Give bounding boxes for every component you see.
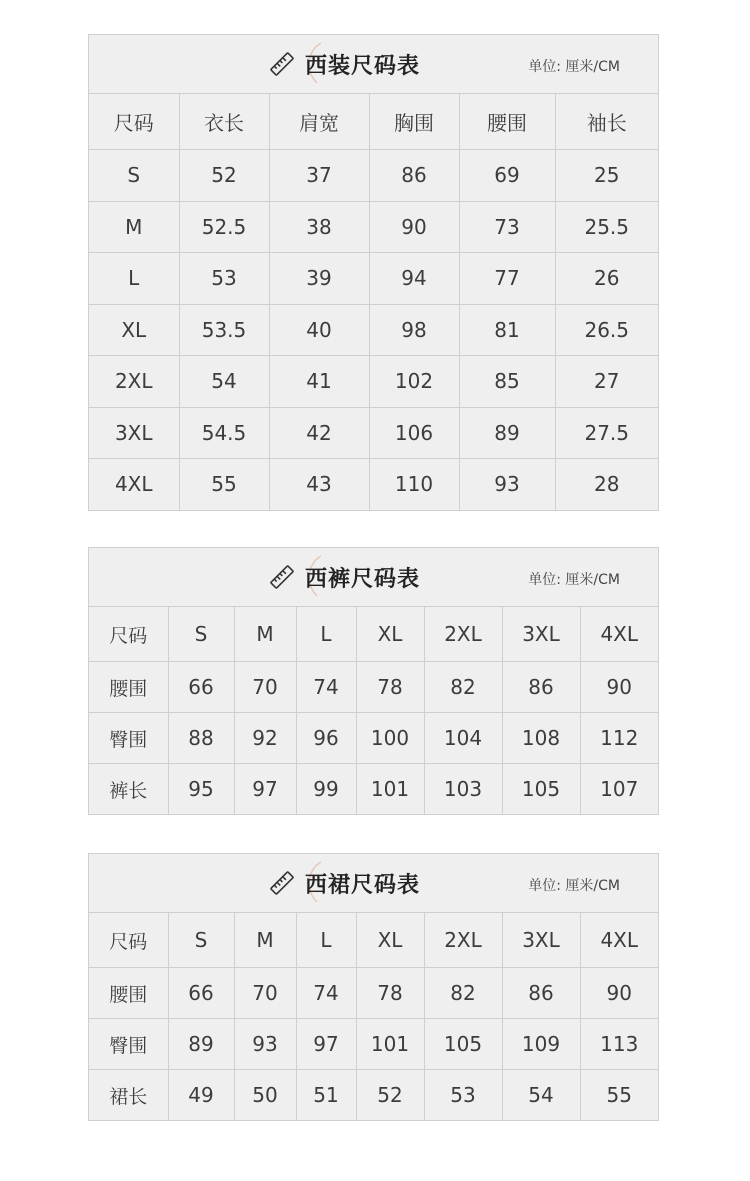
value-cell: 26.5 bbox=[555, 304, 658, 356]
value-cell: 50 bbox=[234, 1070, 296, 1121]
header-cell: 肩宽 bbox=[269, 94, 369, 150]
table-row bbox=[89, 1070, 658, 1121]
table-row bbox=[89, 713, 658, 764]
row-label: 腰围 bbox=[89, 662, 168, 713]
table-row bbox=[89, 304, 658, 356]
value-cell: 101 bbox=[356, 1019, 424, 1070]
value-cell: 43 bbox=[269, 459, 369, 510]
value-cell: 110 bbox=[369, 459, 459, 510]
value-cell: 95 bbox=[168, 764, 234, 815]
value-cell: 82 bbox=[424, 968, 502, 1019]
table-row bbox=[89, 968, 658, 1019]
value-cell: 100 bbox=[356, 713, 424, 764]
value-cell: 70 bbox=[234, 662, 296, 713]
value-cell: 41 bbox=[269, 356, 369, 408]
table-row bbox=[89, 407, 658, 459]
header-row bbox=[89, 913, 658, 968]
value-cell: 52 bbox=[356, 1070, 424, 1121]
header-cell: 袖长 bbox=[555, 94, 658, 150]
value-cell: 92 bbox=[234, 713, 296, 764]
suit-size-chart bbox=[88, 34, 659, 511]
header-cell: 腰围 bbox=[459, 94, 555, 150]
value-cell: 99 bbox=[296, 764, 356, 815]
ruler-icon bbox=[269, 870, 295, 896]
row-label: 臀围 bbox=[89, 713, 168, 764]
value-cell: 103 bbox=[424, 764, 502, 815]
header-cell: XL bbox=[356, 607, 424, 662]
value-cell: 78 bbox=[356, 968, 424, 1019]
value-cell: 66 bbox=[168, 662, 234, 713]
value-cell: 74 bbox=[296, 662, 356, 713]
value-cell: 113 bbox=[580, 1019, 658, 1070]
table-row bbox=[89, 253, 658, 305]
ruler-icon bbox=[269, 51, 295, 77]
header-cell: 2XL bbox=[424, 607, 502, 662]
value-cell: 97 bbox=[296, 1019, 356, 1070]
value-cell: 54 bbox=[502, 1070, 580, 1121]
value-cell: 89 bbox=[168, 1019, 234, 1070]
value-cell: 25 bbox=[555, 150, 658, 202]
value-cell: 55 bbox=[179, 459, 269, 510]
header-cell: XL bbox=[356, 913, 424, 968]
chart-header bbox=[89, 35, 658, 94]
header-cell: L bbox=[296, 607, 356, 662]
value-cell: 53.5 bbox=[179, 304, 269, 356]
value-cell: 81 bbox=[459, 304, 555, 356]
size-cell: 3XL bbox=[89, 407, 179, 459]
value-cell: 54 bbox=[179, 356, 269, 408]
value-cell: 101 bbox=[356, 764, 424, 815]
header-cell: M bbox=[234, 913, 296, 968]
value-cell: 27 bbox=[555, 356, 658, 408]
value-cell: 49 bbox=[168, 1070, 234, 1121]
value-cell: 90 bbox=[580, 968, 658, 1019]
value-cell: 96 bbox=[296, 713, 356, 764]
value-cell: 74 bbox=[296, 968, 356, 1019]
value-cell: 102 bbox=[369, 356, 459, 408]
value-cell: 105 bbox=[424, 1019, 502, 1070]
row-label: 臀围 bbox=[89, 1019, 168, 1070]
value-cell: 53 bbox=[424, 1070, 502, 1121]
value-cell: 93 bbox=[459, 459, 555, 510]
value-cell: 112 bbox=[580, 713, 658, 764]
chart-header bbox=[89, 548, 658, 607]
value-cell: 85 bbox=[459, 356, 555, 408]
size-cell: L bbox=[89, 253, 179, 305]
value-cell: 73 bbox=[459, 201, 555, 253]
size-cell: M bbox=[89, 201, 179, 253]
table-row bbox=[89, 356, 658, 408]
value-cell: 51 bbox=[296, 1070, 356, 1121]
value-cell: 93 bbox=[234, 1019, 296, 1070]
value-cell: 25.5 bbox=[555, 201, 658, 253]
value-cell: 42 bbox=[269, 407, 369, 459]
header-cell: 3XL bbox=[502, 607, 580, 662]
header-row bbox=[89, 607, 658, 662]
size-cell: 2XL bbox=[89, 356, 179, 408]
header-cell: 衣长 bbox=[179, 94, 269, 150]
header-cell: 尺码 bbox=[89, 94, 179, 150]
value-cell: 77 bbox=[459, 253, 555, 305]
header-cell: 胸围 bbox=[369, 94, 459, 150]
unit-label: 单位: 厘米/CM bbox=[528, 59, 620, 75]
header-cell: 3XL bbox=[502, 913, 580, 968]
value-cell: 97 bbox=[234, 764, 296, 815]
value-cell: 40 bbox=[269, 304, 369, 356]
unit-label: 单位: 厘米/CM bbox=[528, 878, 620, 894]
header-cell: 2XL bbox=[424, 913, 502, 968]
trousers-size-chart bbox=[88, 547, 659, 815]
table-row bbox=[89, 662, 658, 713]
chart-title: 西裤尺码表 bbox=[305, 566, 421, 592]
value-cell: 54.5 bbox=[179, 407, 269, 459]
value-cell: 53 bbox=[179, 253, 269, 305]
value-cell: 105 bbox=[502, 764, 580, 815]
value-cell: 39 bbox=[269, 253, 369, 305]
value-cell: 89 bbox=[459, 407, 555, 459]
skirt-size-chart bbox=[88, 853, 659, 1121]
header-cell: 4XL bbox=[580, 607, 658, 662]
row-label: 裙长 bbox=[89, 1070, 168, 1121]
value-cell: 37 bbox=[269, 150, 369, 202]
row-label: 腰围 bbox=[89, 968, 168, 1019]
value-cell: 86 bbox=[502, 968, 580, 1019]
chart-title: 西裙尺码表 bbox=[305, 872, 421, 898]
header-cell: 4XL bbox=[580, 913, 658, 968]
value-cell: 27.5 bbox=[555, 407, 658, 459]
header-cell: M bbox=[234, 607, 296, 662]
value-cell: 52.5 bbox=[179, 201, 269, 253]
value-cell: 90 bbox=[580, 662, 658, 713]
value-cell: 94 bbox=[369, 253, 459, 305]
value-cell: 70 bbox=[234, 968, 296, 1019]
value-cell: 55 bbox=[606, 1083, 632, 1107]
value-cell: 109 bbox=[502, 1019, 580, 1070]
header-cell: S bbox=[168, 913, 234, 968]
value-cell: 90 bbox=[369, 201, 459, 253]
size-table bbox=[89, 94, 658, 510]
table-row bbox=[89, 150, 658, 202]
value-cell: 38 bbox=[269, 201, 369, 253]
size-cell: 4XL bbox=[89, 459, 179, 510]
value-cell: 104 bbox=[424, 713, 502, 764]
value-cell: 66 bbox=[168, 968, 234, 1019]
size-cell: XL bbox=[89, 304, 179, 356]
value-cell: 78 bbox=[356, 662, 424, 713]
size-table bbox=[89, 913, 658, 1120]
chart-title: 西装尺码表 bbox=[305, 53, 421, 79]
value-cell: 98 bbox=[369, 304, 459, 356]
table-row bbox=[89, 1019, 658, 1070]
value-cell: 82 bbox=[424, 662, 502, 713]
value-cell: 28 bbox=[594, 472, 620, 497]
header-cell: 尺码 bbox=[89, 607, 168, 662]
value-cell: 108 bbox=[502, 713, 580, 764]
size-cell: S bbox=[89, 150, 179, 202]
value-cell: 107 bbox=[600, 777, 639, 801]
header-cell: 尺码 bbox=[89, 913, 168, 968]
header-cell: L bbox=[296, 913, 356, 968]
table-row bbox=[89, 764, 658, 815]
table-row bbox=[89, 201, 658, 253]
size-table bbox=[89, 607, 658, 814]
value-cell: 26 bbox=[555, 253, 658, 305]
header-cell: S bbox=[168, 607, 234, 662]
table-row bbox=[89, 459, 658, 510]
ruler-icon bbox=[269, 564, 295, 590]
value-cell: 106 bbox=[369, 407, 459, 459]
chart-header bbox=[89, 854, 658, 913]
value-cell: 86 bbox=[369, 150, 459, 202]
value-cell: 69 bbox=[459, 150, 555, 202]
header-row bbox=[89, 94, 658, 150]
row-label: 裤长 bbox=[89, 764, 168, 815]
value-cell: 86 bbox=[502, 662, 580, 713]
unit-label: 单位: 厘米/CM bbox=[528, 572, 620, 588]
value-cell: 88 bbox=[168, 713, 234, 764]
value-cell: 52 bbox=[179, 150, 269, 202]
